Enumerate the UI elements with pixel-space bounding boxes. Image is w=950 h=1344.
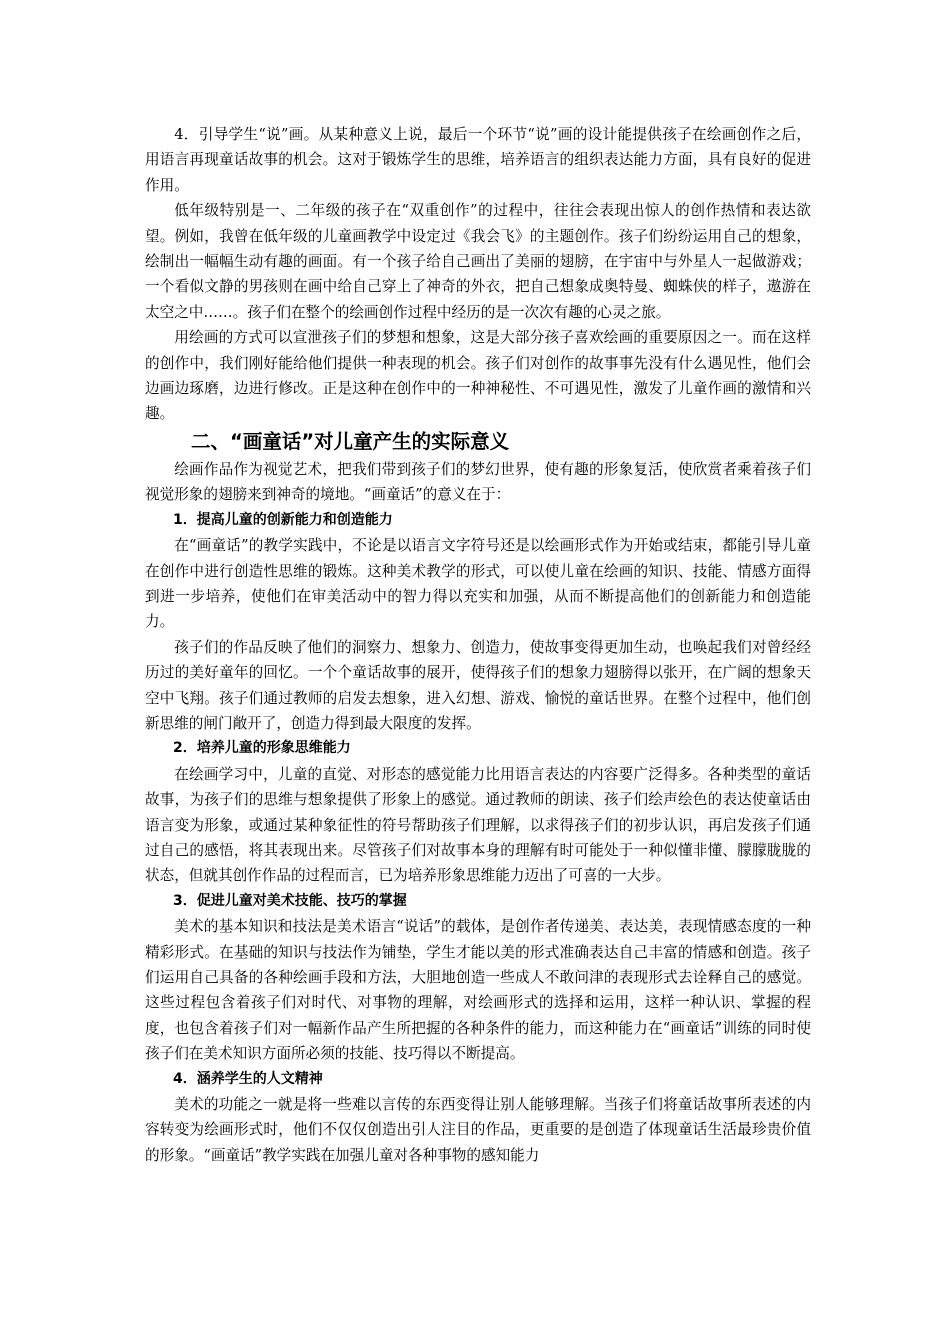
document-page [145, 122, 811, 1168]
paragraph: 低年级特别是一、二年级的孩子在“双重创作”的过程中，往往会表现出惊人的创作热情和表达欲望。例如，我曾在低年级的儿童画教学中设定过《我会飞》的主题创作。孩子们纷纷运用自己的想象，绘制出一幅幅生动有趣的画面。有一个孩子给自己画出了美丽的翅膀，在宇宙中与外星人一起做游戏；一个看似文静的男孩则在画中给自己穿上了神奇的外衣，把自己想象成奥特曼、蜘蛛侠的样子，遨游在太空之中……。孩子们在整个的绘画创作过程中经历的是一次次有趣的心灵之旅。 [145, 202, 811, 321]
section-intro: 绘画作品作为视觉艺术，把我们带到孩子们的梦幻世界，使有趣的形象复活，使欣赏者乘着孩子们视觉形象的翅膀来到神奇的境地。“画童话”的意义在于： [145, 460, 811, 504]
paragraph: 美术的功能之一就是将一些难以言传的东西变得让别人能够理解。当孩子们将童话故事所表述的内容转变为绘画形式时，他们不仅仅创造出引人注目的作品，更重要的是创造了体现童话生活最珍贵价值的形象。“画童话”教学实践在加强儿童对各种事物的感知能力 [145, 1096, 811, 1164]
paragraph: 在绘画学习中，儿童的直觉、对形态的感觉能力比用语言表达的内容要广泛得多。各种类型的童话故事，为孩子们的思维与想象提供了形象上的感觉。通过教师的朗读、孩子们绘声绘色的表达使童话由语言变为形象，或通过某种象征性的符号帮助孩子们理解，以求得孩子们的初步认识，再启发孩子们通过自己的感悟，将其表现出来。尽管孩子们对故事本身的理解有时可能处于一种似懂非懂、朦朦胧胧的状态，但就其创作作品的过程而言，已为培养形象思维能力迈出了可喜的一大步。 [145, 765, 811, 885]
subheading-2: 2．培养儿童的形象思维能力 [173, 740, 351, 757]
paragraph: 4．引导学生“说”画。从某种意义上说，最后一个环节“说”画的设计能提供孩子在绘画创作之后，用语言再现童话故事的机会。这对于锻炼学生的思维，培养语言的组织表达能力方面，具有良好的促进作用。 [145, 126, 811, 194]
section-title: 二、“画童话”对儿童产生的实际意义 [191, 429, 510, 453]
paragraph: 用绘画的方式可以宣泄孩子们的梦想和想象，这是大部分孩子喜欢绘画的重要原因之一。而在这样的创作中，我们刚好能给他们提供一种表现的机会。孩子们对创作的故事事先没有什么遇见性，他们会边画边琢磨，边进行修改。正是这种在创作中的一种神秘性、不可遇见性，激发了儿童作画的激情和兴趣。 [145, 329, 811, 423]
subheading-3: 3．促进儿童对美术技能、技巧的掌握 [173, 892, 407, 909]
paragraph: 孩子们的作品反映了他们的洞察力、想象力、创造力，使故事变得更加生动，也唤起我们对曾经经历过的美好童年的回忆。一个个童话故事的展开，使得孩子们的想象力翅膀得以张开，在广阔的想象天空中飞翔。孩子们通过教师的启发去想象，进入幻想、游戏、愉悦的童话世界。在整个过程中，他们创新思维的闸门敞开了，创造力得到最大限度的发挥。 [145, 638, 811, 732]
subheading-4: 4．涵养学生的人文精神 [173, 1070, 323, 1087]
subheading-1: 1．提高儿童的创新能力和创造能力 [173, 511, 393, 528]
paragraph: 在“画童话”的教学实践中，不论是以语言文字符号还是以绘画形式作为开始或结束，都能引导儿童在创作中进行创造性思维的锻炼。这种美术教学的形式，可以使儿童在绘画的知识、技能、情感方面得到进一步培养，使他们在审美活动中的智力得以充实和加强，从而不断提高他们的创新能力和创造能力。 [145, 537, 811, 631]
paragraph: 美术的基本知识和技法是美术语言“说话”的载体，是创作者传递美、表达美，表现情感态度的一种精彩形式。在基础的知识与技法作为铺垫，学生才能以美的形式准确表达自己丰富的情感和创造。孩子们运用自己具备的各种绘画手段和方法，大胆地创造一些成人不敢问津的表现形式去诠释自己的感觉。这些过程包含着孩子们对时代、对事物的理解，对绘画形式的选择和运用，这样一种认识、掌握的程度，也包含着孩子们对一幅新作品产生所把握的各种条件的能力，而这种能力在“画童话”训练的同时使孩子们在美术知识方面所必须的技能、技巧得以不断提高。 [145, 918, 811, 1063]
